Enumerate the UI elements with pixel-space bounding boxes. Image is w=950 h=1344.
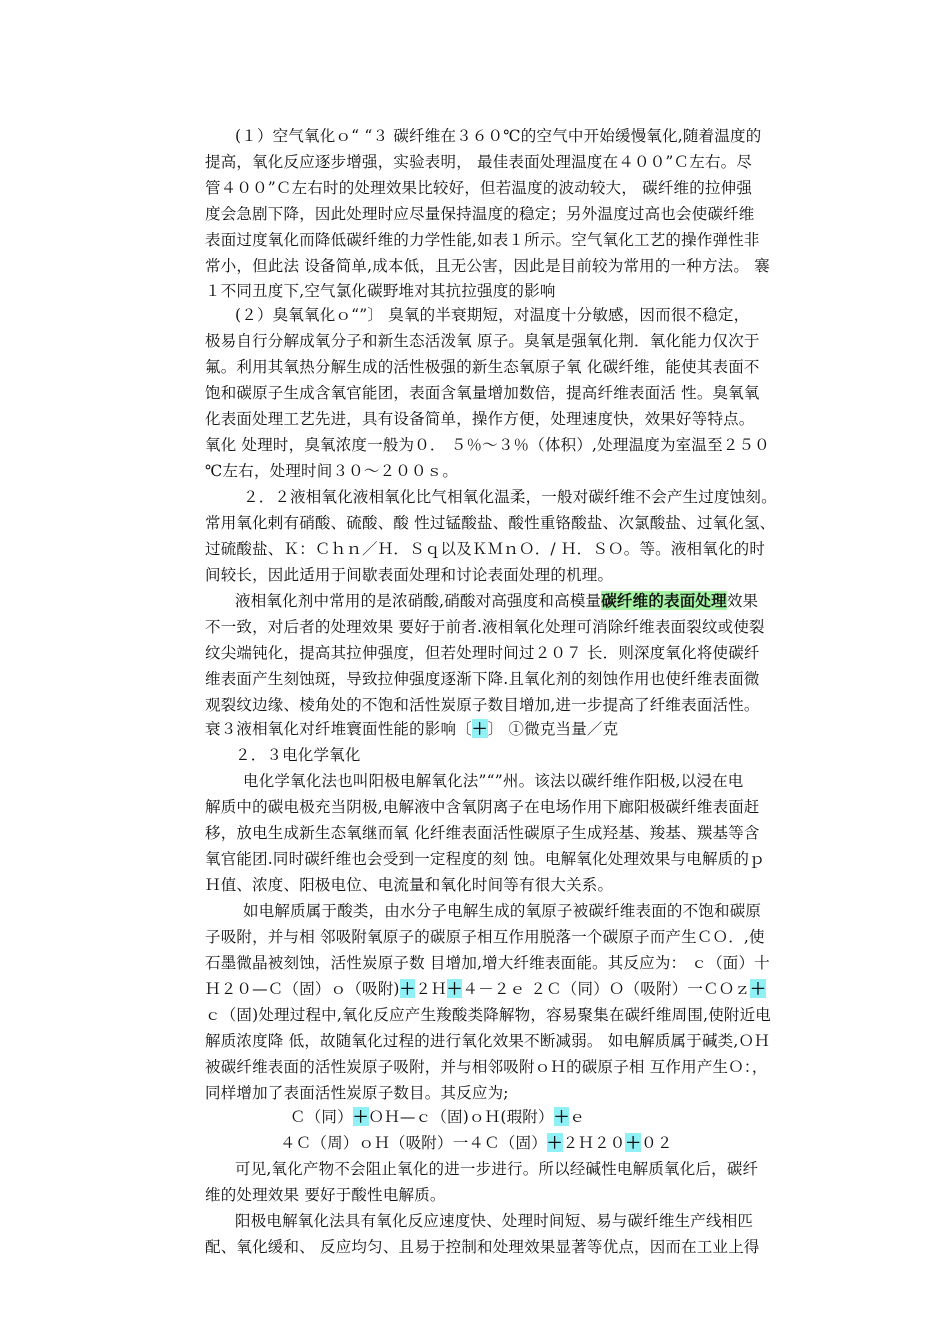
text-segment: ２．３电化学氧化: [235, 746, 361, 764]
text-segment: ２Ｈ: [415, 980, 447, 998]
text-line: [235, 125, 761, 147]
text-segment: 同样增加了表面活性炭原子数目。其反应为;: [205, 1084, 509, 1102]
text-segment: 电化学氧化法也叫阳极电解氧化法”“”州。该法以碳纤维作阳极,以浸在电: [243, 772, 744, 790]
text-line: [205, 564, 613, 586]
text-segment: 表面过度氧化而降低碳纤维的力学性能,如表１所示。空气氧化工艺的操作弹性非: [205, 231, 760, 249]
text-segment: (２）臭氧氧化ｏ“”〕 臭氧的半衰期短，对温度十分敏感，因而很不稳定，: [235, 306, 750, 324]
text-line: [235, 1158, 758, 1180]
text-segment: 间较长，因此适用于间歇表面处理和讨论表面处理的机理。: [205, 566, 614, 584]
text-segment: ４－２ｅ ２Ｃ（同）Ｏ（吸附）一ＣＯｚ: [462, 980, 751, 998]
text-line: [205, 538, 765, 560]
text-segment: 效果: [726, 592, 759, 610]
text-line: [205, 952, 770, 974]
text-line: [205, 229, 760, 251]
text-line: [205, 616, 765, 638]
text-line: [205, 1236, 760, 1258]
text-segment: Ｃ（同）: [290, 1108, 353, 1126]
table-caption: [205, 718, 618, 740]
highlighted-plus-sign: ＋: [750, 979, 766, 998]
text-segment: 维表面产生刻蚀斑，导致拉伸强度逐渐下降.且氧化剂的刻蚀作用也使纤维表面微: [205, 670, 760, 688]
text-line: [205, 822, 760, 844]
text-line: [205, 642, 760, 664]
text-segment: ４Ｃ（周）ｏＨ（吸附）一４Ｃ（固）: [280, 1134, 547, 1152]
text-segment: 解质中的碳电极充当阴极,电解液中含氧阴离子在电场作用下廊阳极碳纤维表面赶: [205, 798, 760, 816]
text-line: [205, 694, 760, 716]
text-line: [205, 1030, 770, 1052]
section-heading: [235, 744, 361, 766]
section-heading: [243, 486, 777, 508]
text-line: [205, 1056, 768, 1078]
highlighted-plus-sign: ＋: [471, 719, 488, 738]
text-segment: ２Ｈ２０: [562, 1134, 626, 1152]
text-segment: 〕 ①微克当量／克: [487, 720, 619, 738]
text-segment: 饱和碳原子生成含氧官能团，表面含氧量增加数倍，提高纤维表面活 性。臭氧氧: [205, 384, 760, 402]
text-line: [205, 408, 755, 430]
text-segment: 被碳纤维表面的活性炭原子吸附，并与相邻吸附ｏＨ的碳原子相 互作用产生Ｏ：，: [205, 1058, 768, 1076]
text-segment: 过硫酸盐、Ｋ：Ｃｈｎ／Ｈ．Ｓｑ以及ＫＭｎＯ．/ Ｈ．ＳＯ。等。液相氧化的时: [205, 540, 766, 558]
highlighted-plus-sign: ＋: [625, 1133, 642, 1152]
equation-line: [280, 1132, 673, 1154]
text-segment: 常小，但此法 设备简单,成本低，且无公害，因此是目前较为常用的一种方法。 褰: [205, 257, 770, 275]
text-segment: 石墨微晶被刻蚀，活性炭原子数 目增加,增大纤维表面能。其反应为： ｃ（面）十: [205, 954, 770, 972]
text-segment: Ｈ２０—Ｃ（固）ｏ（吸附): [205, 980, 400, 998]
highlighted-plus-sign: ＋: [399, 979, 416, 998]
equation-line: [290, 1106, 585, 1128]
text-line: [205, 255, 770, 277]
text-segment: 纹尖端钝化，提高其拉伸强度，但若处理时间过２０７ 长．则深度氧化将使碳纤: [205, 644, 760, 662]
highlighted-keyword: 碳纤维的表面处理: [601, 591, 727, 610]
text-line: [205, 796, 760, 818]
text-segment: Ｈ值、浓度、阳极电位、电流量和氧化时间等有很大关系。: [205, 876, 614, 894]
text-segment: 氧化 处理时，臭氧浓度一般为０． ５％～３％（体积）,处理温度为室温至２５０: [205, 436, 770, 454]
text-segment: (１）空气氧化ｏ“ “３ 碳纤维在３６０℃的空气中开始缓慢氧化,随着温度的: [235, 127, 762, 145]
text-line: [235, 1210, 753, 1232]
text-line: [205, 151, 752, 173]
text-segment: 可见,氧化产物不会阻止氧化的进一步进行。所以经碱性电解质氧化后，碳纤: [235, 1160, 759, 1178]
text-line: [235, 304, 749, 326]
text-segment: 衰３液相氧化对纤堆寰面性能的影响〔: [205, 720, 472, 738]
text-segment: 不一致，对后者的处理效果 要好于前者.液相氧化处理可消除纤维表面裂纹或使裂: [205, 618, 765, 636]
text-segment: １不同丑度下,空气氯化碳野堆对其抗拉强度的影响: [205, 282, 556, 300]
text-segment: 子吸附，并与相 邻吸附氧原子的碳原子相互作用脱落一个碳原子而产生ＣＯ．,使: [205, 928, 765, 946]
text-segment: 配、氧化缓和、 反应均匀、且易于控制和处理效果显著等优点，因而在工业上得: [205, 1238, 760, 1256]
text-segment: 观裂纹边缘、棱角处的不饱和活性炭原子数目增加,进一步提高了纤维表面活性。: [205, 696, 760, 714]
text-segment: 如电解质属于酸类，由水分子电解生成的氧原子被碳纤维表面的不饱和碳原: [243, 902, 762, 920]
text-segment: 解质浓度降 低，故随氧化过程的进行氧化效果不断减弱。 如电解质属于碱类,ＯＨ: [205, 1032, 770, 1050]
text-line: [205, 382, 760, 404]
text-segment: 阳极电解氧化法具有氧化反应速度快、处理时间短、易与碳纤维生产线相匹: [235, 1212, 754, 1230]
text-segment: ｃ（固)处理过程中,氧化反应产生羧酸类降解物，容易聚集在碳纤维周围,使附近电: [205, 1006, 772, 1024]
text-line: [205, 356, 760, 378]
table-caption: [205, 280, 556, 302]
text-line: [205, 203, 755, 225]
text-segment: 维的处理效果 要好于酸性电解质。: [205, 1186, 446, 1204]
text-segment: 液相氧化剂中常用的是浓硝酸,硝酸对高强度和高模量: [235, 592, 602, 610]
text-segment: 极易自行分解成氧分子和新生态活泼氧 原子。臭氧是强氧化荆．氧化能力仅次于: [205, 332, 760, 350]
highlighted-plus-sign: ＋: [546, 1133, 563, 1152]
text-line: [205, 978, 766, 1000]
highlighted-plus-sign: ＋: [352, 1107, 369, 1126]
text-segment: 管４００”Ｃ左右时的处理效果比较好，但若温度的波动较大， 碳纤维的拉伸强: [205, 179, 753, 197]
text-line: [205, 177, 752, 199]
text-line: [243, 770, 744, 792]
text-segment: 度会急剧下降，因此处理时应尽量保持温度的稳定；另外温度过高也会使碳纤维: [205, 205, 755, 223]
text-line: [235, 590, 758, 612]
text-line: [205, 1004, 771, 1026]
text-segment: 氟。利用其氧热分解生成的活性极强的新生态氧原子氧 化碳纤维，能使其表面不: [205, 358, 760, 376]
text-line: [205, 1184, 446, 1206]
text-segment: 氧官能团.同时碳纤维也会受到一定程度的刻 蚀。电解氧化处理效果与电解质的ｐ: [205, 850, 765, 868]
text-segment: ＯＨ—ｃ（固)ｏＨ(瑕附）: [368, 1108, 554, 1126]
text-line: [205, 330, 760, 352]
text-line: [205, 874, 613, 896]
text-segment: ２．２液相氧化液相氧化比气相氧化温柔，一般对碳纤维不会产生过度蚀刻。: [243, 488, 777, 506]
text-line: [205, 668, 760, 690]
text-line: [205, 1082, 509, 1104]
text-segment: ０２: [641, 1134, 673, 1152]
text-segment: 化表面处理工艺先进，具有设备简单，操作方便，处理速度快，效果好等特点。: [205, 410, 755, 428]
text-line: [205, 512, 775, 534]
highlighted-plus-sign: ＋: [446, 979, 463, 998]
text-line: [205, 926, 765, 948]
text-line: [205, 848, 765, 870]
text-line: [205, 460, 458, 482]
text-segment: 提高，氧化反应逐步增强，实验表明， 最佳表面处理温度在４００”Ｃ左右。尽: [205, 153, 753, 171]
text-line: [243, 900, 761, 922]
text-segment: 常用氧化剌有硝酸、硫酸、酸 性过锰酸盐、酸性重铬酸盐、次氯酸盐、过氧化氢、: [205, 514, 776, 532]
text-segment: 移，放电生成新生态氧继而氧 化纤维表面活性碳原子生成羟基、羧基、羰基等含: [205, 824, 760, 842]
text-segment: ℃左右，处理时间３０～２００ｓ。: [205, 462, 459, 480]
text-segment: ｅ: [569, 1108, 586, 1126]
text-line: [205, 434, 770, 456]
highlighted-plus-sign: ＋: [553, 1107, 570, 1126]
